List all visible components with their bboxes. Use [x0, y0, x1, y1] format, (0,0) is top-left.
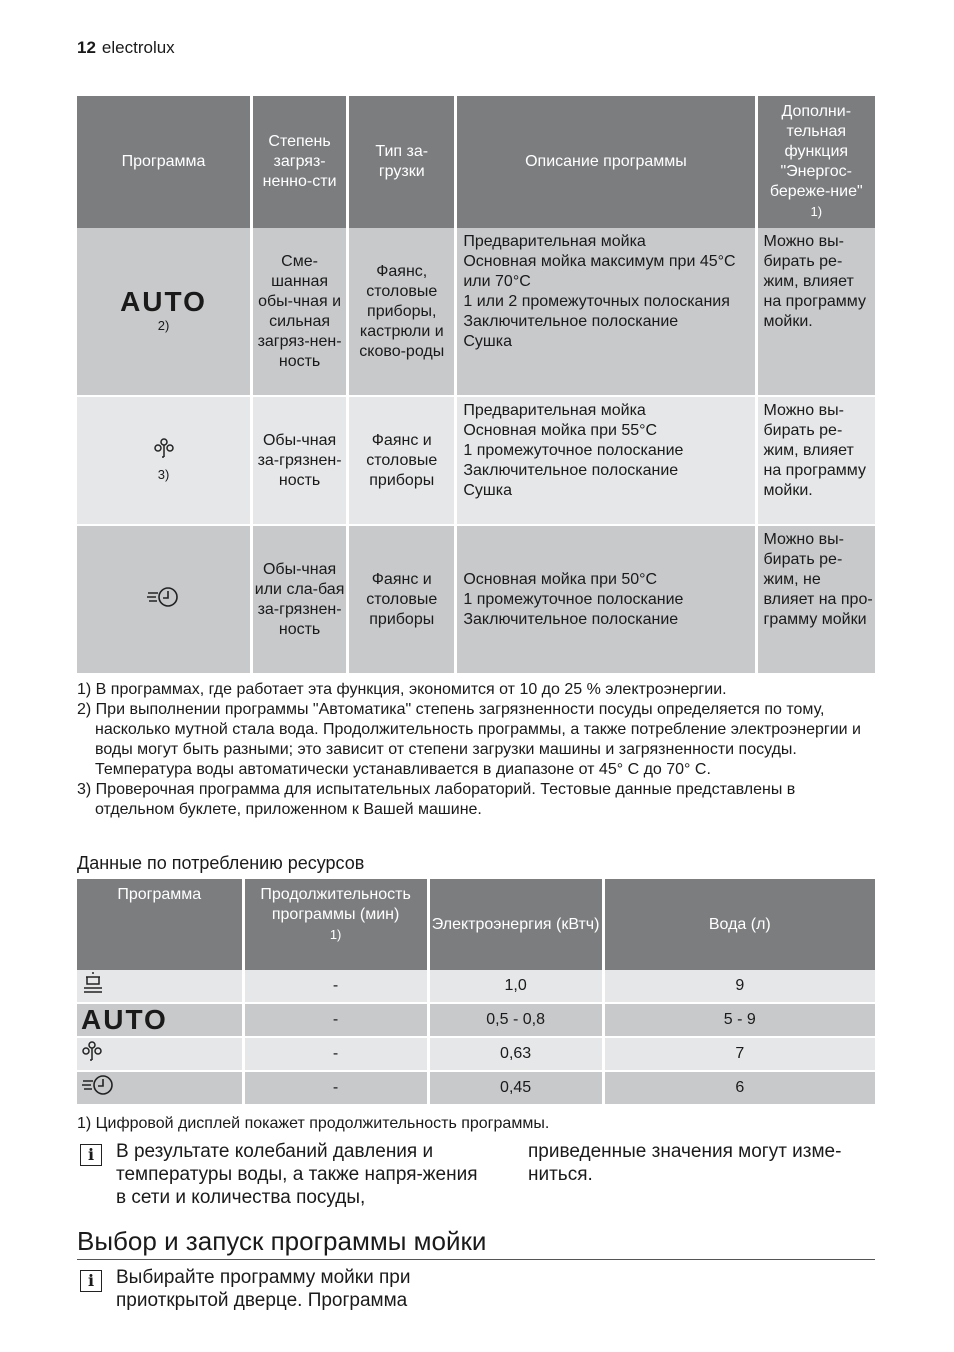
water-cell: 7: [605, 1038, 875, 1072]
section-title: Выбор и запуск программы мойки: [77, 1226, 875, 1260]
water-cell: 9: [605, 970, 875, 1004]
page-number: 12: [77, 38, 96, 57]
program-cell: [77, 1038, 242, 1072]
footnote-2: 2) При выполнении программы "Автоматика" степень загрязненности посуды определяется по тому, насколько мутной стала вода. Продолжительность программы, а также потребление электроэнергии и воды могут быть разными; это зависит от степени загрузки машины и загрязненности посуды. Температура воды автоматически устанавливается в диапазоне от 45° C до 70° C.: [77, 701, 861, 778]
energy-cell: 0,45: [430, 1072, 602, 1106]
quick-clock-icon: [81, 1073, 117, 1097]
load-cell: Фаянс и столовые приборы: [349, 526, 454, 675]
water-cell: 6: [605, 1072, 875, 1106]
soil-cell: Обы-чная за-грязнен-ность: [253, 397, 346, 526]
table-row: [77, 397, 875, 526]
section-info-text: Выбирайте программу мойки при приоткрытой дверце. Программа: [116, 1267, 411, 1311]
description-cell: Предварительная мойка Основная мойка максимум при 45°C или 70°C 1 или 2 промежуточных полоскания Заключительное полоскание Сушка: [457, 228, 754, 397]
description-cell: Предварительная мойка Основная мойка при 55°C 1 промежуточное полоскание Заключительное полоскание Сушка: [457, 397, 754, 526]
program-cell: [77, 970, 242, 1004]
consumption-title: Данные по потреблению ресурсов: [77, 853, 365, 873]
page-header: [77, 38, 175, 58]
col-electricity: Электроэнергия (кВтч): [430, 879, 602, 970]
footnotes: [77, 680, 877, 820]
quick-clock-icon: [146, 585, 182, 609]
program-cell: [77, 1072, 242, 1106]
table-row: [77, 526, 875, 675]
duration-cell: -: [245, 1072, 427, 1106]
info-text: В результате колебаний давления и температуры воды, а также напря-жения в сети и количества посуды,: [116, 1141, 478, 1208]
table-row: [77, 1072, 875, 1106]
table-row: [77, 1038, 875, 1072]
consumption-footnote: 1) Цифровой дисплей покажет продолжительность программы.: [77, 1115, 550, 1132]
col-soil: Степень загряз-ненно-сти: [253, 96, 346, 228]
program-cell: [77, 1004, 242, 1038]
col-load: Тип за-грузки: [349, 96, 454, 228]
auto-icon: AUTO: [120, 285, 207, 317]
soil-cell: Обы-чная или сла-бая за-грязнен-ность: [253, 526, 346, 675]
col-duration: Продолжительность программы (мин) 1): [245, 879, 427, 970]
energy-cell: Можно вы-бирать ре-жим, влияет на программу мойки.: [758, 397, 876, 526]
duration-cell: -: [245, 1004, 427, 1038]
program-cell: AUTO 2): [77, 228, 250, 397]
load-cell: Фаянс, столовые приборы, кастрюли и сково-роды: [349, 228, 454, 397]
brand: electrolux: [101, 38, 175, 57]
program-cell: [77, 526, 250, 675]
table-row: [77, 1004, 875, 1038]
energy-cell: Можно вы-бирать ре-жим, влияет на программу мойки.: [758, 228, 876, 397]
energy-cell: Можно вы-бирать ре-жим, не влияет на про-грамму мойки: [758, 526, 876, 675]
description-cell: Основная мойка при 50°C 1 промежуточное полоскание Заключительное полоскание: [457, 526, 754, 675]
energy-cell: 1,0: [430, 970, 602, 1004]
info-icon: i: [80, 1144, 102, 1166]
col-water: Вода (л): [605, 879, 875, 970]
eco-icon: [81, 1040, 103, 1062]
water-cell: 5 - 9: [605, 1004, 875, 1038]
programs-table: [74, 96, 878, 675]
duration-cell: -: [245, 970, 427, 1004]
info-text-continued: приведенные значения могут изме-ниться.: [528, 1141, 842, 1185]
col-energy-saving: Дополни-тельная функция "Энергос-береже-ние" 1): [758, 96, 876, 228]
intensive-pot-icon: [81, 971, 105, 995]
energy-cell: 0,5 - 0,8: [430, 1004, 602, 1038]
table-row: [77, 970, 875, 1004]
footnote-3: 3) Проверочная программа для испытательных лабораторий. Тестовые данные представлены в отдельном буклете, приложенном к Вашей машине.: [77, 781, 796, 818]
col-program: Программа: [77, 879, 242, 970]
col-program: Программа: [77, 96, 250, 228]
duration-cell: -: [245, 1038, 427, 1072]
info-icon: i: [80, 1270, 102, 1292]
energy-cell: 0,63: [430, 1038, 602, 1072]
auto-icon: AUTO: [81, 1003, 168, 1035]
program-cell: 3): [77, 397, 250, 526]
table-row: [77, 228, 875, 397]
eco-icon: [153, 437, 175, 459]
consumption-table: [74, 879, 878, 1106]
soil-cell: Сме-шанная обы-чная и сильная загряз-нен-ность: [253, 228, 346, 397]
footnote-1: 1) В программах, где работает эта функция, экономится от 10 до 25 % электроэнергии.: [77, 681, 727, 698]
load-cell: Фаянс и столовые приборы: [349, 397, 454, 526]
col-description: Описание программы: [457, 96, 754, 228]
